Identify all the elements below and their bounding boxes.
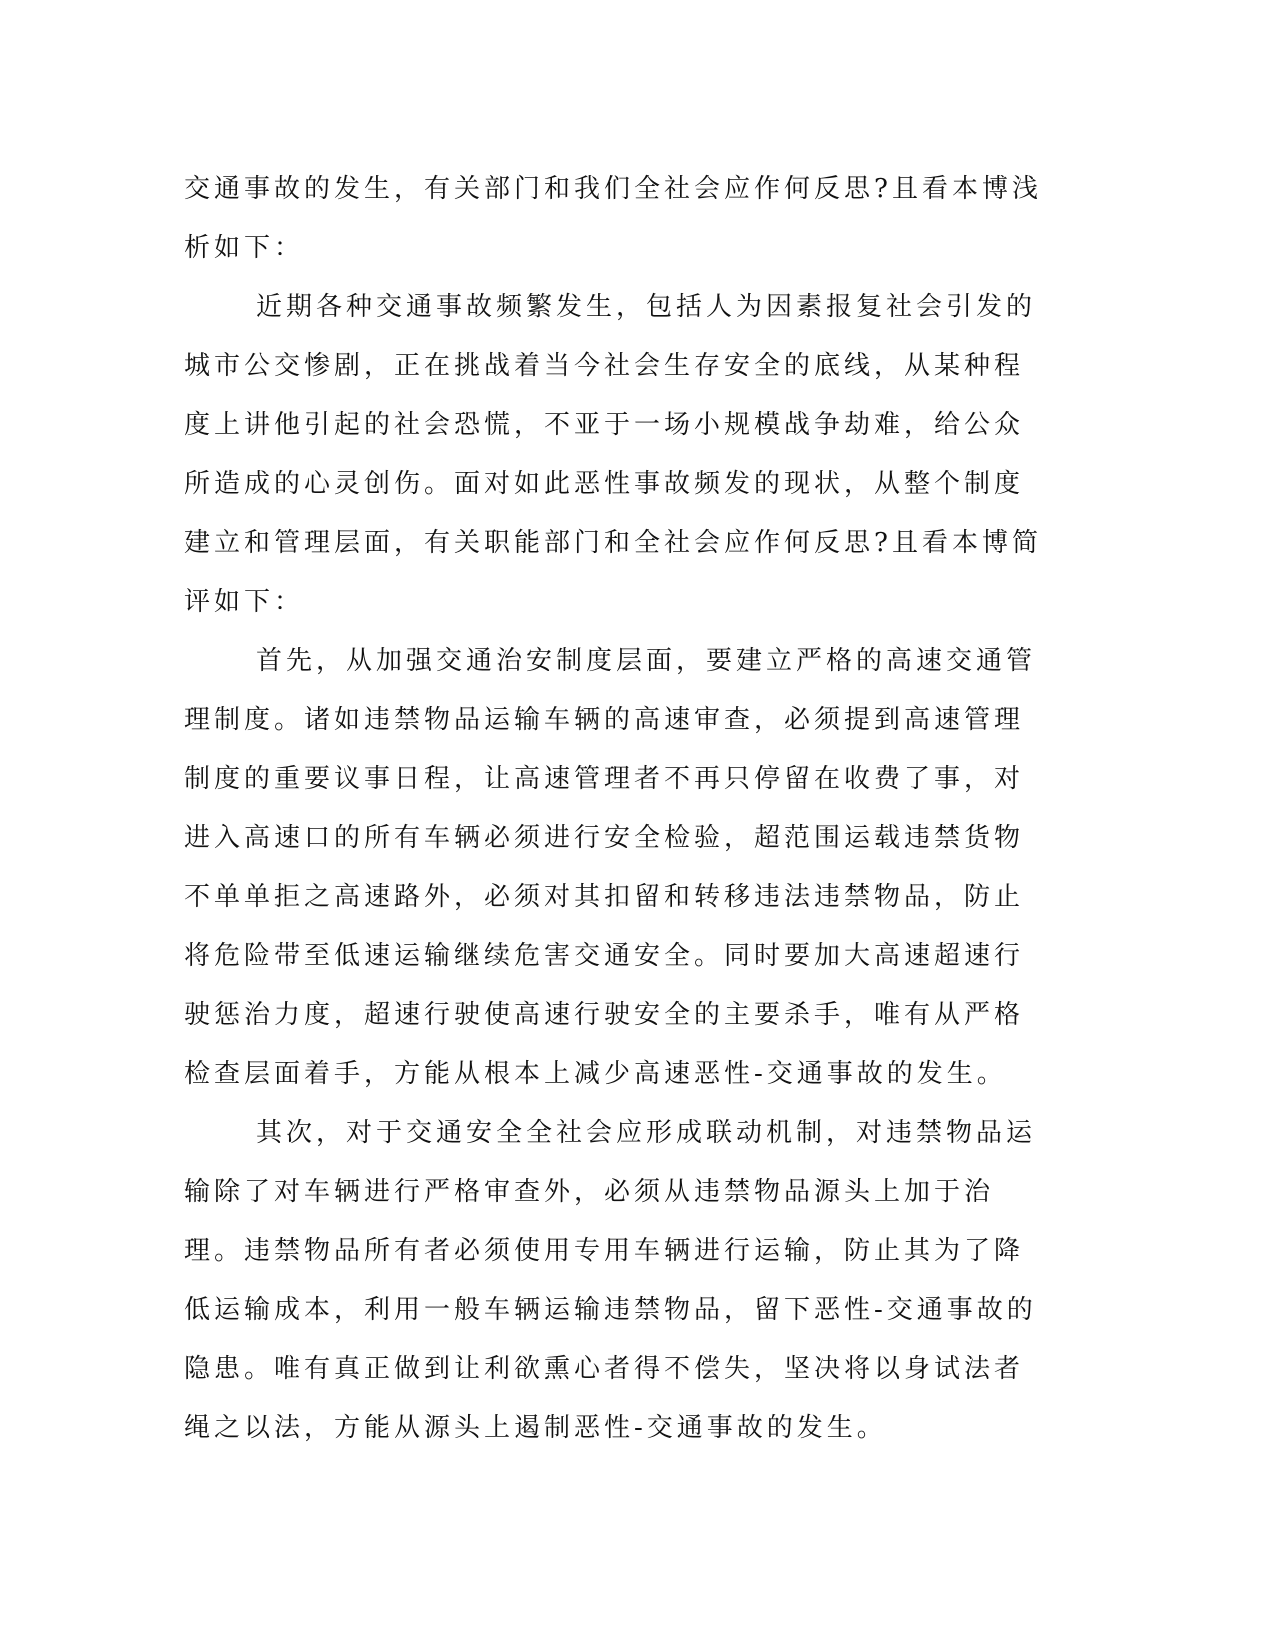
paragraph-first-point: 首先，从加强交通治安制度层面，要建立严格的高速交通管理制度。诸如违禁物品运输车辆的高速审查，必须提到高速管理制度的重要议事日程，让高速管理者不再只停留在收费了事，对进入高速口的所有车辆必须进行安全检验，超范围运载违禁货物不单单拒之高速路外，必须对其扣留和转移违法违禁物品，防止将危险带至低速运输继续危害交通安全。同时要加大高速超速行驶惩治力度，超速行驶使高速行驶安全的主要杀手，唯有从严格检查层面着手，方能从根本上减少高速恶性-交通事故的发生。 [184,646,1037,1089]
paragraph-intro: 交通事故的发生，有关部门和我们全社会应作何反思?且看本博浅析如下： [184,174,1042,263]
paragraph-background: 近期各种交通事故频繁发生，包括人为因素报复社会引发的城市公交惨剧，正在挑战着当今社会生存安全的底线，从某种程度上讲他引起的社会恐慌，不亚于一场小规模战争劫难，给公众所造成的心灵创伤。面对如此恶性事故频发的现状，从整个制度建立和管理层面，有关职能部门和全社会应作何反思?且看本博简评如下： [184,292,1042,617]
paragraph-second-point: 其次，对于交通安全全社会应形成联动机制，对违禁物品运输除了对车辆进行严格审查外，必须从违禁物品源头上加于治理。违禁物品所有者必须使用专用车辆进行运输，防止其为了降低运输成本，利用一般车辆运输违禁物品，留下恶性-交通事故的隐患。唯有真正做到让利欲熏心者得不偿失，坚决将以身试法者绳之以法，方能从源头上遏制恶性-交通事故的发生。 [184,1118,1037,1443]
document-body [184,160,1044,1458]
